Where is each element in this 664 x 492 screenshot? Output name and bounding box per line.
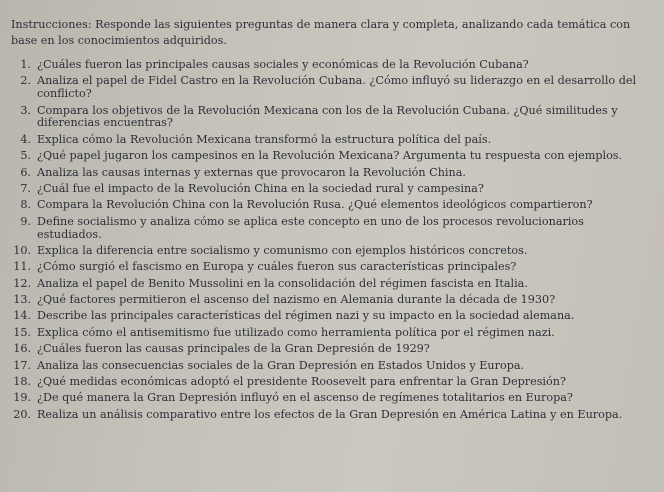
instructions-text: Instrucciones: Responde las siguientes preguntas de manera clara y completa, analizando cada temática con base en los conocimientos adquiridos.: [11, 18, 631, 47]
question-item: [11, 150, 650, 163]
question-number: 18.: [13, 375, 31, 389]
question-item: [11, 310, 650, 323]
question-item: [11, 75, 650, 101]
question-number: 20.: [13, 407, 31, 421]
question-text: ¿Cuáles fueron las principales causas sociales y económicas de la Revolución Cubana?: [37, 58, 529, 71]
question-text: Describe las principales características del régimen nazi y su impacto en la sociedad alemana.: [37, 309, 575, 323]
question-item: [11, 343, 650, 356]
question-item: [11, 245, 650, 258]
question-item: [11, 376, 650, 389]
question-text: Analiza las causas internas y externas que provocaron la Revolución China.: [37, 165, 466, 179]
question-text: Define socialismo y analiza cómo se aplica este concepto en uno de los procesos revolucionarios estudiados.: [37, 214, 584, 241]
question-number: 16.: [13, 342, 31, 356]
question-text: ¿Cuáles fueron las causas principales de la Gran Depresión de 1929?: [37, 342, 430, 356]
question-item: [11, 327, 650, 340]
question-item: [11, 59, 650, 72]
question-number: 6.: [20, 165, 31, 179]
question-text: ¿Qué medidas económicas adoptó el presidente Roosevelt para enfrentar la Gran Depresión?: [37, 375, 566, 389]
question-number: 2.: [20, 74, 31, 88]
question-number: 14.: [13, 309, 31, 323]
question-number: 13.: [13, 293, 31, 307]
question-item: [11, 134, 650, 147]
question-item: [11, 183, 650, 196]
question-text: Explica la diferencia entre socialismo y comunismo con ejemplos históricos concretos.: [37, 243, 528, 257]
question-item: [11, 278, 650, 291]
question-text: ¿Cómo surgió el fascismo en Europa y cuáles fueron sus características principales?: [37, 260, 517, 274]
question-item: [11, 216, 650, 242]
question-item: [11, 261, 650, 274]
question-number: 17.: [13, 358, 31, 372]
question-text: Realiza un análisis comparativo entre los efectos de la Gran Depresión en América Latina y en Europa.: [37, 407, 623, 421]
question-number: 12.: [13, 276, 31, 290]
question-text: Compara los objetivos de la Revolución Mexicana con los de la Revolución Cubana. ¿Qué similitudes y diferencias encuentras?: [37, 103, 618, 130]
question-text: Analiza las consecuencias sociales de la Gran Depresión en Estados Unidos y Europa.: [37, 358, 525, 372]
question-item: [11, 105, 650, 131]
question-text: ¿Qué papel jugaron los campesinos en la Revolución Mexicana? Argumenta tu respuesta con ejemplos.: [37, 149, 623, 163]
question-list: [11, 59, 650, 422]
question-number: 8.: [20, 198, 31, 212]
question-number: 19.: [13, 391, 31, 405]
question-number: 1.: [20, 58, 31, 71]
question-item: [11, 360, 650, 373]
question-number: 4.: [20, 132, 31, 146]
question-item: [11, 409, 650, 422]
question-text: Explica cómo el antisemitismo fue utilizado como herramienta política por el régimen nazi.: [37, 325, 555, 339]
question-number: 9.: [20, 214, 31, 228]
question-number: 5.: [20, 149, 31, 163]
question-text: Analiza el papel de Benito Mussolini en la consolidación del régimen fascista en Italia.: [37, 276, 528, 290]
question-text: Explica cómo la Revolución Mexicana transformó la estructura política del país.: [37, 132, 492, 146]
question-number: 10.: [13, 243, 31, 257]
question-number: 15.: [13, 325, 31, 339]
question-item: [11, 167, 650, 180]
question-text: ¿Cuál fue el impacto de la Revolución China en la sociedad rural y campesina?: [37, 181, 484, 195]
question-text: ¿De qué manera la Gran Depresión influyó en el ascenso de regímenes totalitarios en Europa?: [37, 391, 573, 405]
question-item: [11, 294, 650, 307]
question-text: ¿Qué factores permitieron el ascenso del nazismo en Alemania durante la década de 1930?: [37, 293, 556, 307]
question-number: 11.: [13, 260, 31, 274]
question-text: Compara la Revolución China con la Revolución Rusa. ¿Qué elementos ideológicos compartieron?: [37, 198, 593, 212]
question-number: 7.: [20, 181, 31, 195]
question-number: 3.: [20, 103, 31, 117]
question-item: [11, 199, 650, 212]
question-text: Analiza el papel de Fidel Castro en la Revolución Cubana. ¿Cómo influyó su liderazgo en el desarrollo del conflicto?: [37, 74, 637, 101]
question-item: [11, 392, 650, 405]
